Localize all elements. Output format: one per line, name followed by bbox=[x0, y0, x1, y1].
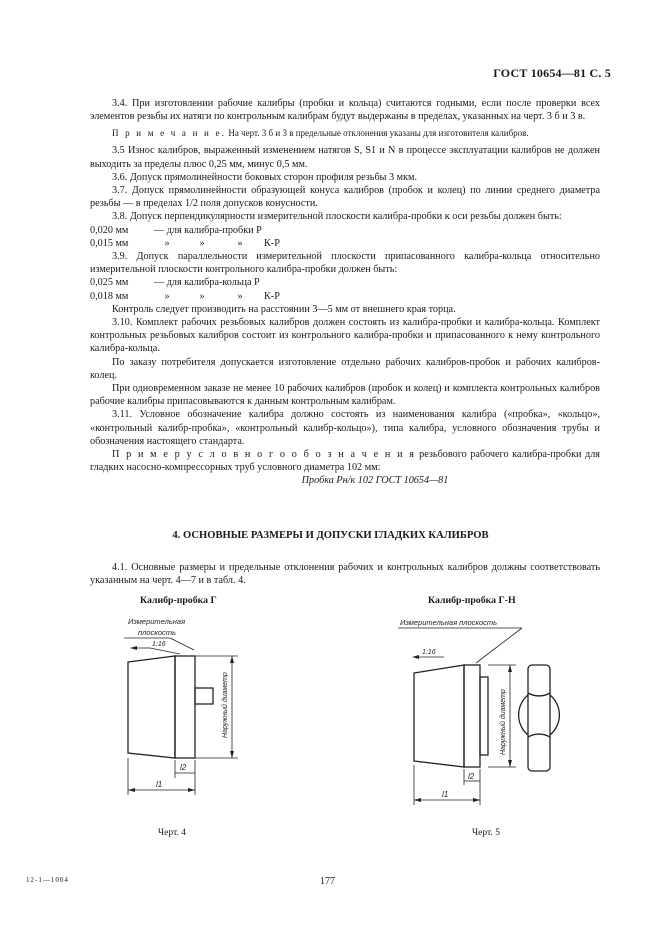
tolerance-text: К-Р bbox=[264, 290, 280, 302]
paragraph-3-11: 3.11. Условное обозначение калибра должно состоять из наименования калибра («пробка», «кольцо», «контрольный калибр-пробка», «контрольный калибр-кольцо»), типа калибра, условного обозначения трубы и обозначения настоящего стандарта. bbox=[90, 409, 600, 447]
tolerance-text: — для калибра-пробки Р bbox=[154, 224, 262, 236]
fig4-plane-label: плоскость bbox=[138, 628, 176, 637]
example bbox=[90, 448, 600, 474]
page-number: 177 bbox=[320, 876, 335, 887]
fig5-l2-label: l2 bbox=[468, 772, 475, 781]
tolerance-value: 0,020 мм bbox=[90, 224, 129, 236]
tolerance-row bbox=[90, 224, 600, 237]
tolerance-value: 0,015 мм bbox=[90, 237, 129, 249]
fig4-title: Калибр-пробка Г bbox=[140, 595, 217, 606]
paragraph-3-9-control: Контроль следует производить на расстоянии 3—5 мм от внешнего края торца. bbox=[112, 303, 456, 315]
fig5-shoulder bbox=[464, 665, 480, 767]
ditto-mark: » bbox=[237, 290, 243, 302]
tolerance-text: — для калибра-кольца Р bbox=[154, 277, 260, 289]
fig4-taper-label: 1:16 bbox=[152, 641, 166, 648]
example-label: П р и м е р у с л о в н о г о о б о з н а ч е н и я bbox=[112, 449, 416, 461]
fig5-handle bbox=[528, 665, 550, 771]
fig4-l2-label: l2 bbox=[180, 763, 187, 772]
paragraph-3-6: 3.6. Допуск прямолинейности боковых сторон профиля резьбы 3 мкм. bbox=[112, 171, 418, 183]
paragraph-4-1: 4.1. Основные размеры и предельные отклонения рабочих и контрольных калибров должны соответствовать указанным на черт. 4—7 и в табл. 4. bbox=[90, 562, 600, 587]
fig5-taper-label: 1:16 bbox=[422, 649, 436, 656]
paragraph-3-7: 3.7. Допуск прямолинейности образующей конуса калибров (пробок и колец) по линии среднего диаметра резьбы — в пределах 1/2 поля допусков конусности. bbox=[90, 185, 600, 210]
note-label: П р и м е ч а н и е. bbox=[112, 128, 227, 139]
paragraph-3-5: 3.5 Износ калибров, выраженный изменением натягов S, S1 и N в процессе эксплуатации калибров не должен выходить за пределы плюс 0,25 мм, минус 0,5 мм. bbox=[90, 145, 600, 170]
body-text bbox=[90, 97, 600, 488]
fig5-title: Калибр-пробка Г-Н bbox=[428, 595, 516, 606]
fig5-body bbox=[414, 665, 464, 767]
note bbox=[90, 127, 600, 139]
tolerance-text: К-Р bbox=[264, 237, 280, 249]
paragraph-3-10: 3.10. Комплект рабочих резьбовых калибров должен состоять из калибра-пробки и калибра-кольца. Комплект контрольных резьбовых калибров состоит из контрольного калибра-пробки и припасованного к нему контрольного калибра-кольца. bbox=[90, 317, 600, 355]
example-text: резьбового рабочего калибра-пробки для гладких насосно-компрессорных труб условного диаметра 102 мм: bbox=[90, 449, 600, 474]
fig4-handle bbox=[195, 688, 213, 704]
ditto-mark: » bbox=[164, 290, 170, 302]
ditto-mark: » bbox=[199, 290, 205, 302]
tolerance-row bbox=[90, 237, 600, 250]
paragraph-3-10-c: При одновременном заказе не менее 10 рабочих калибров (пробок и колец) и комплекта контрольных калибров рабочие калибры припасовываются к данным контрольным калибрам. bbox=[90, 383, 600, 408]
fig5-hub bbox=[480, 677, 488, 755]
fig5-handle-boss bbox=[528, 693, 550, 737]
tolerance-row bbox=[90, 276, 600, 289]
fig4-caption: Черт. 4 bbox=[158, 828, 186, 838]
example-designation: Пробка Рн/к 102 ГОСТ 10654—81 bbox=[301, 475, 449, 487]
fig4-body bbox=[128, 656, 175, 758]
ditto-mark: » bbox=[199, 237, 205, 249]
fig5-drawing bbox=[390, 615, 570, 815]
paragraph-3-8: 3.8. Допуск перпендикулярности измерительной плоскости калибра-пробки к оси резьбы должен быть: bbox=[112, 211, 562, 223]
fig5-l1-label: l1 bbox=[442, 790, 449, 799]
section-title: 4. ОСНОВНЫЕ РАЗМЕРЫ И ДОПУСКИ ГЛАДКИХ КАЛИБРОВ bbox=[172, 530, 489, 541]
tolerance-row bbox=[90, 290, 600, 303]
fig5-diam-label: Наружный диаметр bbox=[500, 689, 507, 755]
fig4-shoulder bbox=[175, 656, 195, 758]
ditto-mark: » bbox=[164, 237, 170, 249]
paragraph-3-4: 3.4. При изготовлении рабочие калибры (пробки и кольца) считаются годными, если после проверки всех элементов резьбы их натяги по контрольным калибрам будут выдержаны в пределах, указанных на черт. 3 б и 3 в. bbox=[90, 98, 600, 123]
ditto-mark: » bbox=[237, 237, 243, 249]
tolerance-value: 0,025 мм bbox=[90, 277, 129, 289]
fig4-diam-label: Наружный диаметр bbox=[222, 672, 229, 738]
page-header: ГОСТ 10654—81 С. 5 bbox=[493, 66, 611, 80]
paragraph-3-9: 3.9. Допуск параллельности измерительной плоскости припасованного калибра-кольца относительно измерительной плоскости контрольного калибра-пробки должен быть: bbox=[90, 251, 600, 276]
fig4-plane-label: Измерительная bbox=[128, 617, 186, 626]
fig4-drawing bbox=[110, 610, 250, 810]
fig4-l1-label: l1 bbox=[156, 780, 163, 789]
tolerance-value: 0,018 мм bbox=[90, 290, 129, 302]
note-text: На черт. 3 б и 3 в предельные отклонения указаны для изготовителя калибров. bbox=[228, 128, 529, 139]
fig5-plane-label: Измерительная плоскость bbox=[400, 618, 498, 627]
paragraph-3-10-b: По заказу потребителя допускается изготовление отдельно рабочих калибров-пробок и рабочих калибров-колец. bbox=[90, 356, 600, 381]
footer-code: 12-1—1004 bbox=[26, 876, 69, 884]
fig5-caption: Черт. 5 bbox=[472, 828, 500, 838]
